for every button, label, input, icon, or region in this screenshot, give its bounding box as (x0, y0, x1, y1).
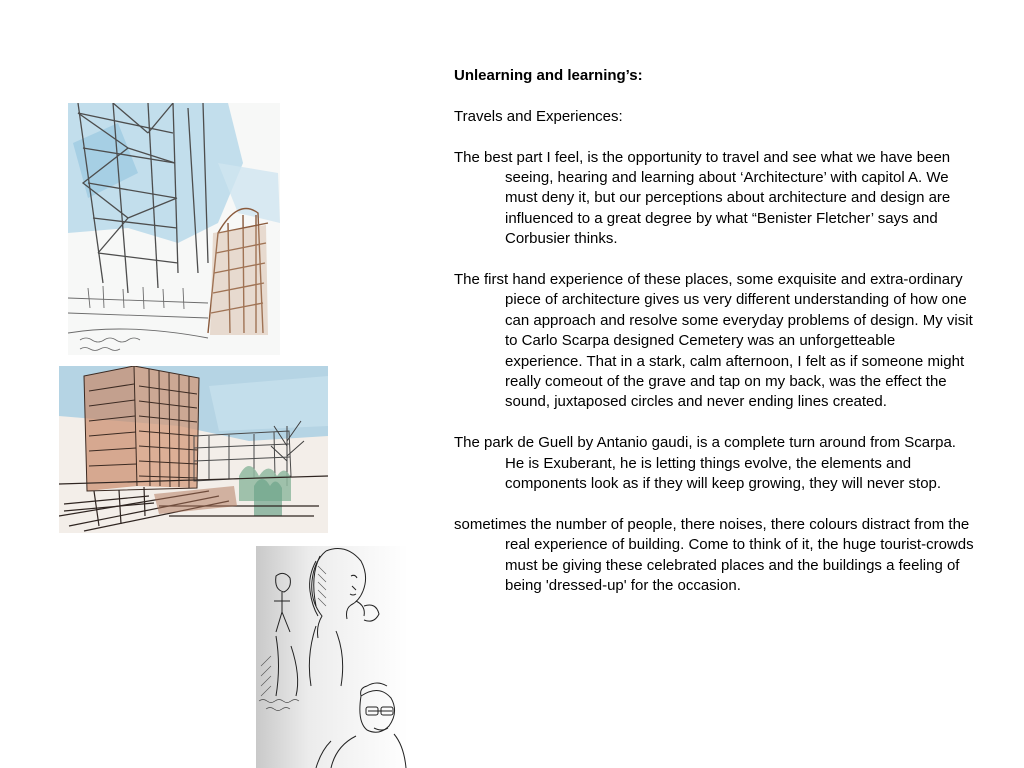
paragraph-scarpa: The first hand experience of these places, some exquisite and extra-ordinary piece of architecture gives us very different understanding of how one can approach and resolve some everyday problems of design. My visit to Carlo Scarpa designed Cemetery was an unforgetteable experience. That in a stark, calm afternoon, I felt as if someone might really comeout of the grave and tap on my back, was the effect the sound, juxtaposed circles and never ending lines created. (454, 271, 973, 411)
document-subheading: Travels and Experiences: (454, 107, 623, 125)
paragraph-travel: The best part I feel, is the opportunity to travel and see what we have been seeing, hearing and learning about ‘Architecture’ with capitol A. We must deny it, but our perceptions about architecture and design are influenced to a great degree by what “Benister Fletcher’ says and Corbusier thinks. (454, 148, 951, 248)
bridge-sketch-drawing (68, 103, 280, 355)
paragraph-guell: The park de Guell by Antanio gaudi, is a complete turn around from Scarpa. He is Exuberant, he is letting things evolve, the elements and components look as if they will keep growing, they will never stop. (454, 434, 956, 493)
document-heading: Unlearning and learning’s: (454, 67, 643, 84)
buildings-sketch-image (59, 366, 328, 533)
buildings-sketch-drawing (59, 366, 328, 533)
people-sketch-drawing (256, 546, 408, 768)
bridge-sketch-image (68, 103, 280, 355)
text-column (454, 66, 976, 596)
people-sketch-image (256, 546, 408, 768)
paragraph-crowds: sometimes the number of people, there noises, there colours distract from the real experience of building. Come to think of it, the huge tourist-crowds must be giving these celebrated places and the buildings a feeling of being 'dressed-up' for the occasion. (454, 515, 974, 595)
